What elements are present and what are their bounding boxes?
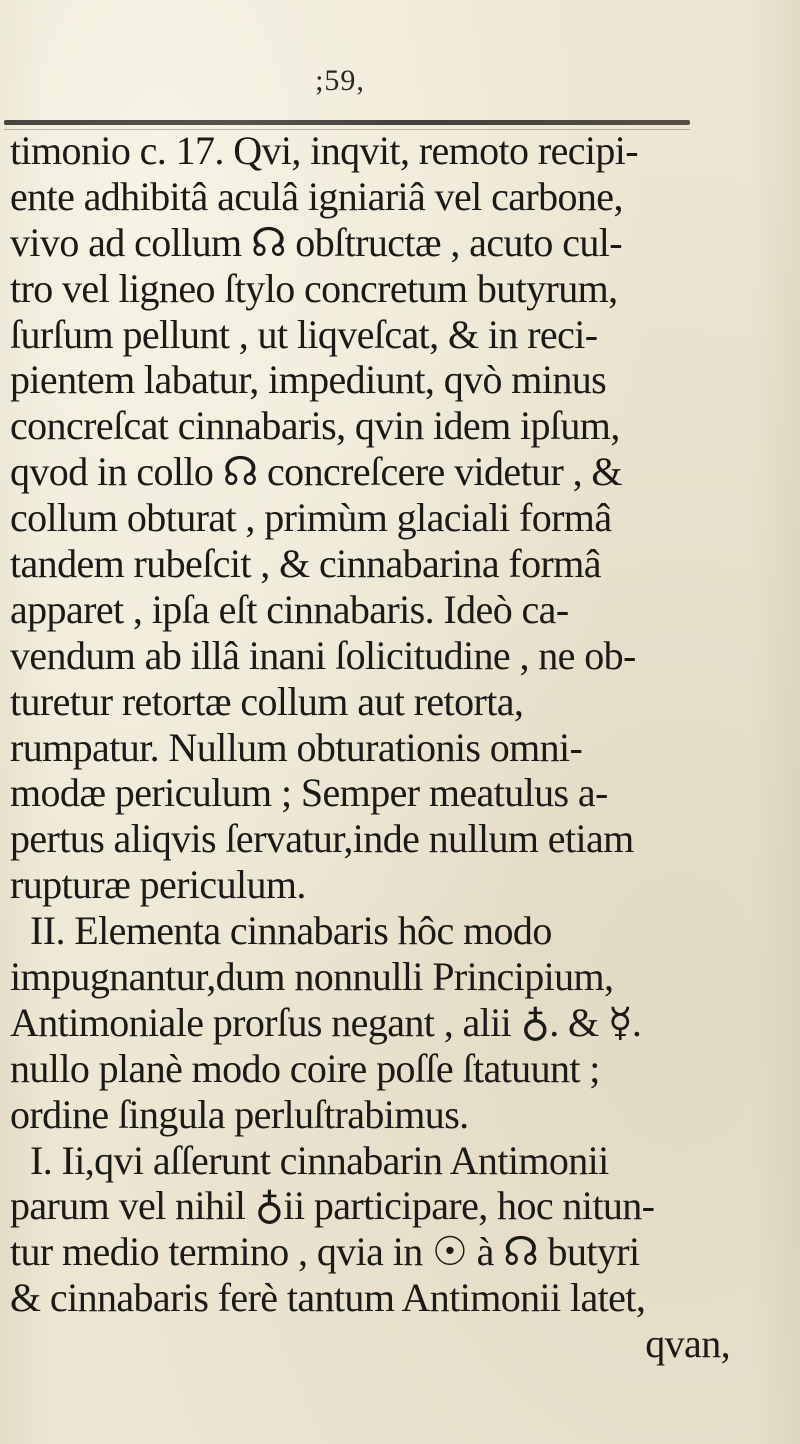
body-text — [10, 128, 790, 1367]
paragraph-start-line: II. Elementa cinnabaris hôc modo — [30, 908, 552, 954]
text-line: tandem rubeſcit , & cinnabarina formâ — [10, 541, 601, 587]
text-line: qvod in collo ☊ concreſcere videtur , & — [10, 449, 622, 495]
text-line: ordine ſingula perluſtrabimus. — [10, 1091, 469, 1137]
text-line: parum vel nihil ♁ii participare, hoc nitun- — [10, 1183, 655, 1229]
text-line: ente adhibitâ aculâ igniariâ vel carbone, — [10, 173, 623, 219]
text-line: nullo planè modo coire poſſe ſtatuunt ; — [10, 1045, 600, 1091]
text-line: tur medio termino , qvia in ☉ à ☊ butyri — [10, 1229, 640, 1275]
text-line: pertus aliqvis ſervatur,inde nullum etiam — [10, 816, 634, 862]
text-line: rupturæ periculum. — [10, 862, 306, 908]
text-line: modæ periculum ; Semper meatulus a- — [10, 770, 608, 816]
text-line: tro vel ligneo ſtylo concretum butyrum, — [10, 265, 618, 311]
text-line: vivo ad collum ☊ obſtructæ , acuto cul- — [10, 219, 622, 265]
text-line: collum obturat , primùm glaciali formâ — [10, 495, 612, 541]
header-rule — [4, 120, 690, 125]
text-line: pientem labatur, impediunt, qvò minus — [10, 357, 607, 403]
page-number: ;59, — [315, 64, 365, 97]
text-line: turetur retortæ collum aut retorta, — [10, 678, 524, 724]
paragraph-start-line: I. Ii,qvi aſſerunt cinnabarin Antimonii — [30, 1137, 609, 1183]
text-line: rumpatur. Nullum obturationis omni- — [10, 724, 583, 770]
text-line: & cinnabaris ferè tantum Antimonii latet, — [10, 1275, 646, 1321]
text-line: Antimoniale prorſus negant , alii ♁. & ☿. — [10, 999, 642, 1045]
text-line: impugnantur,dum nonnulli Principium, — [10, 954, 614, 1000]
text-line: ſurſum pellunt , ut liqveſcat, & in reci- — [10, 311, 598, 357]
text-line: timonio c. 17. Qvi, inqvit, remoto recipi- — [10, 128, 639, 173]
text-line: apparet , ipſa eſt cinnabaris. Ideò ca- — [10, 586, 569, 632]
text-line: vendum ab illâ inani ſolicitudine , ne ob- — [10, 632, 636, 678]
text-line: concreſcat cinnabaris, qvin idem ipſum, — [10, 403, 620, 449]
catchword: qvan, — [645, 1321, 730, 1367]
